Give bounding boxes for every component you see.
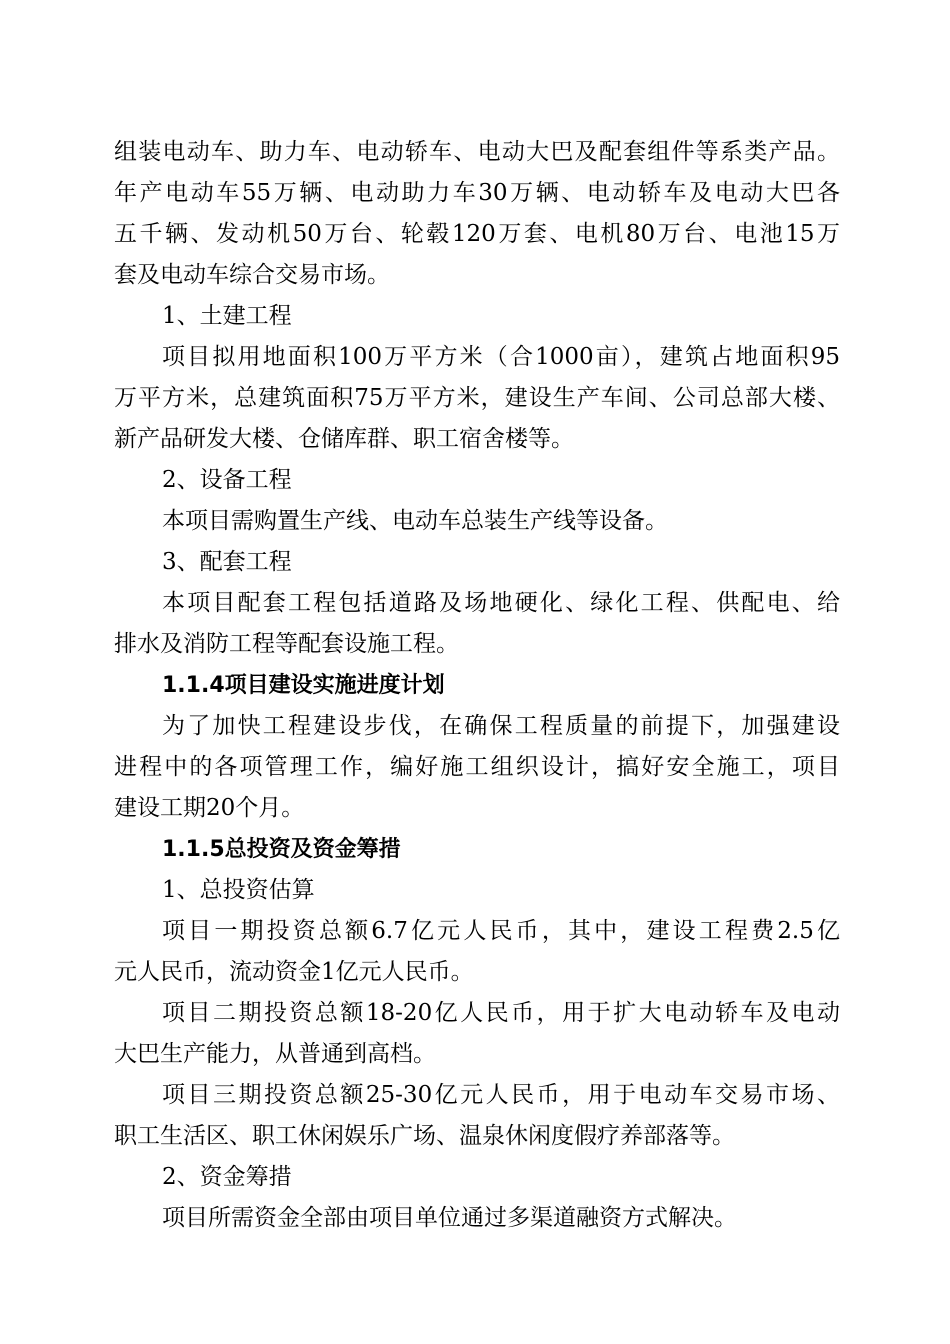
paragraph-line: 新产品研发大楼、仓储库群、职工宿舍楼等。 — [114, 426, 574, 452]
subheading: 1、土建工程 — [162, 303, 292, 329]
paragraph-line: 组装电动车、助力车、电动轿车、电动大巴及配套组件等系类产品。 — [114, 139, 840, 165]
paragraph-line: 排水及消防工程等配套设施工程。 — [114, 631, 459, 657]
paragraph-line: 万平方米，总建筑面积75万平方米，建设生产车间、公司总部大楼、 — [114, 385, 840, 411]
paragraph-line: 项目所需资金全部由项目单位通过多渠道融资方式解决。 — [162, 1205, 737, 1231]
subheading: 1、总投资估算 — [162, 877, 315, 903]
paragraph-line: 年产电动车55万辆、电动助力车30万辆、电动轿车及电动大巴各 — [114, 180, 840, 206]
paragraph-line: 建设工期20个月。 — [114, 795, 305, 821]
subheading: 2、设备工程 — [162, 467, 292, 493]
paragraph-line: 项目二期投资总额18-20亿人民币，用于扩大电动轿车及电动 — [162, 1000, 840, 1026]
section-heading: 1.1.4项目建设实施进度计划 — [162, 673, 445, 698]
paragraph-line: 进程中的各项管理工作，编好施工组织设计，搞好安全施工，项目 — [114, 754, 840, 780]
section-heading: 1.1.5总投资及资金筹措 — [162, 837, 401, 862]
paragraph-line: 元人民币，流动资金1亿元人民币。 — [114, 959, 474, 985]
paragraph-line: 本项目需购置生产线、电动车总装生产线等设备。 — [162, 508, 668, 534]
paragraph-line: 项目一期投资总额6.7亿元人民币，其中，建设工程费2.5亿 — [162, 918, 840, 944]
subheading: 3、配套工程 — [162, 549, 292, 575]
paragraph-line: 职工生活区、职工休闲娱乐广场、温泉休闲度假疗养部落等。 — [114, 1123, 735, 1149]
paragraph-line: 项目三期投资总额25-30亿元人民币，用于电动车交易市场、 — [162, 1082, 840, 1108]
paragraph-line: 五千辆、发动机50万台、轮毂120万套、电机80万台、电池15万 — [114, 221, 840, 247]
paragraph-line: 为了加快工程建设步伐，在确保工程质量的前提下，加强建设 — [162, 713, 840, 739]
document-body — [114, 132, 840, 1239]
subheading: 2、资金筹措 — [162, 1164, 292, 1190]
paragraph-line: 本项目配套工程包括道路及场地硬化、绿化工程、供配电、给 — [162, 590, 840, 616]
paragraph-line: 项目拟用地面积100万平方米（合1000亩），建筑占地面积95 — [162, 344, 840, 370]
paragraph-line: 套及电动车综合交易市场。 — [114, 262, 390, 288]
paragraph-line: 大巴生产能力，从普通到高档。 — [114, 1041, 436, 1067]
